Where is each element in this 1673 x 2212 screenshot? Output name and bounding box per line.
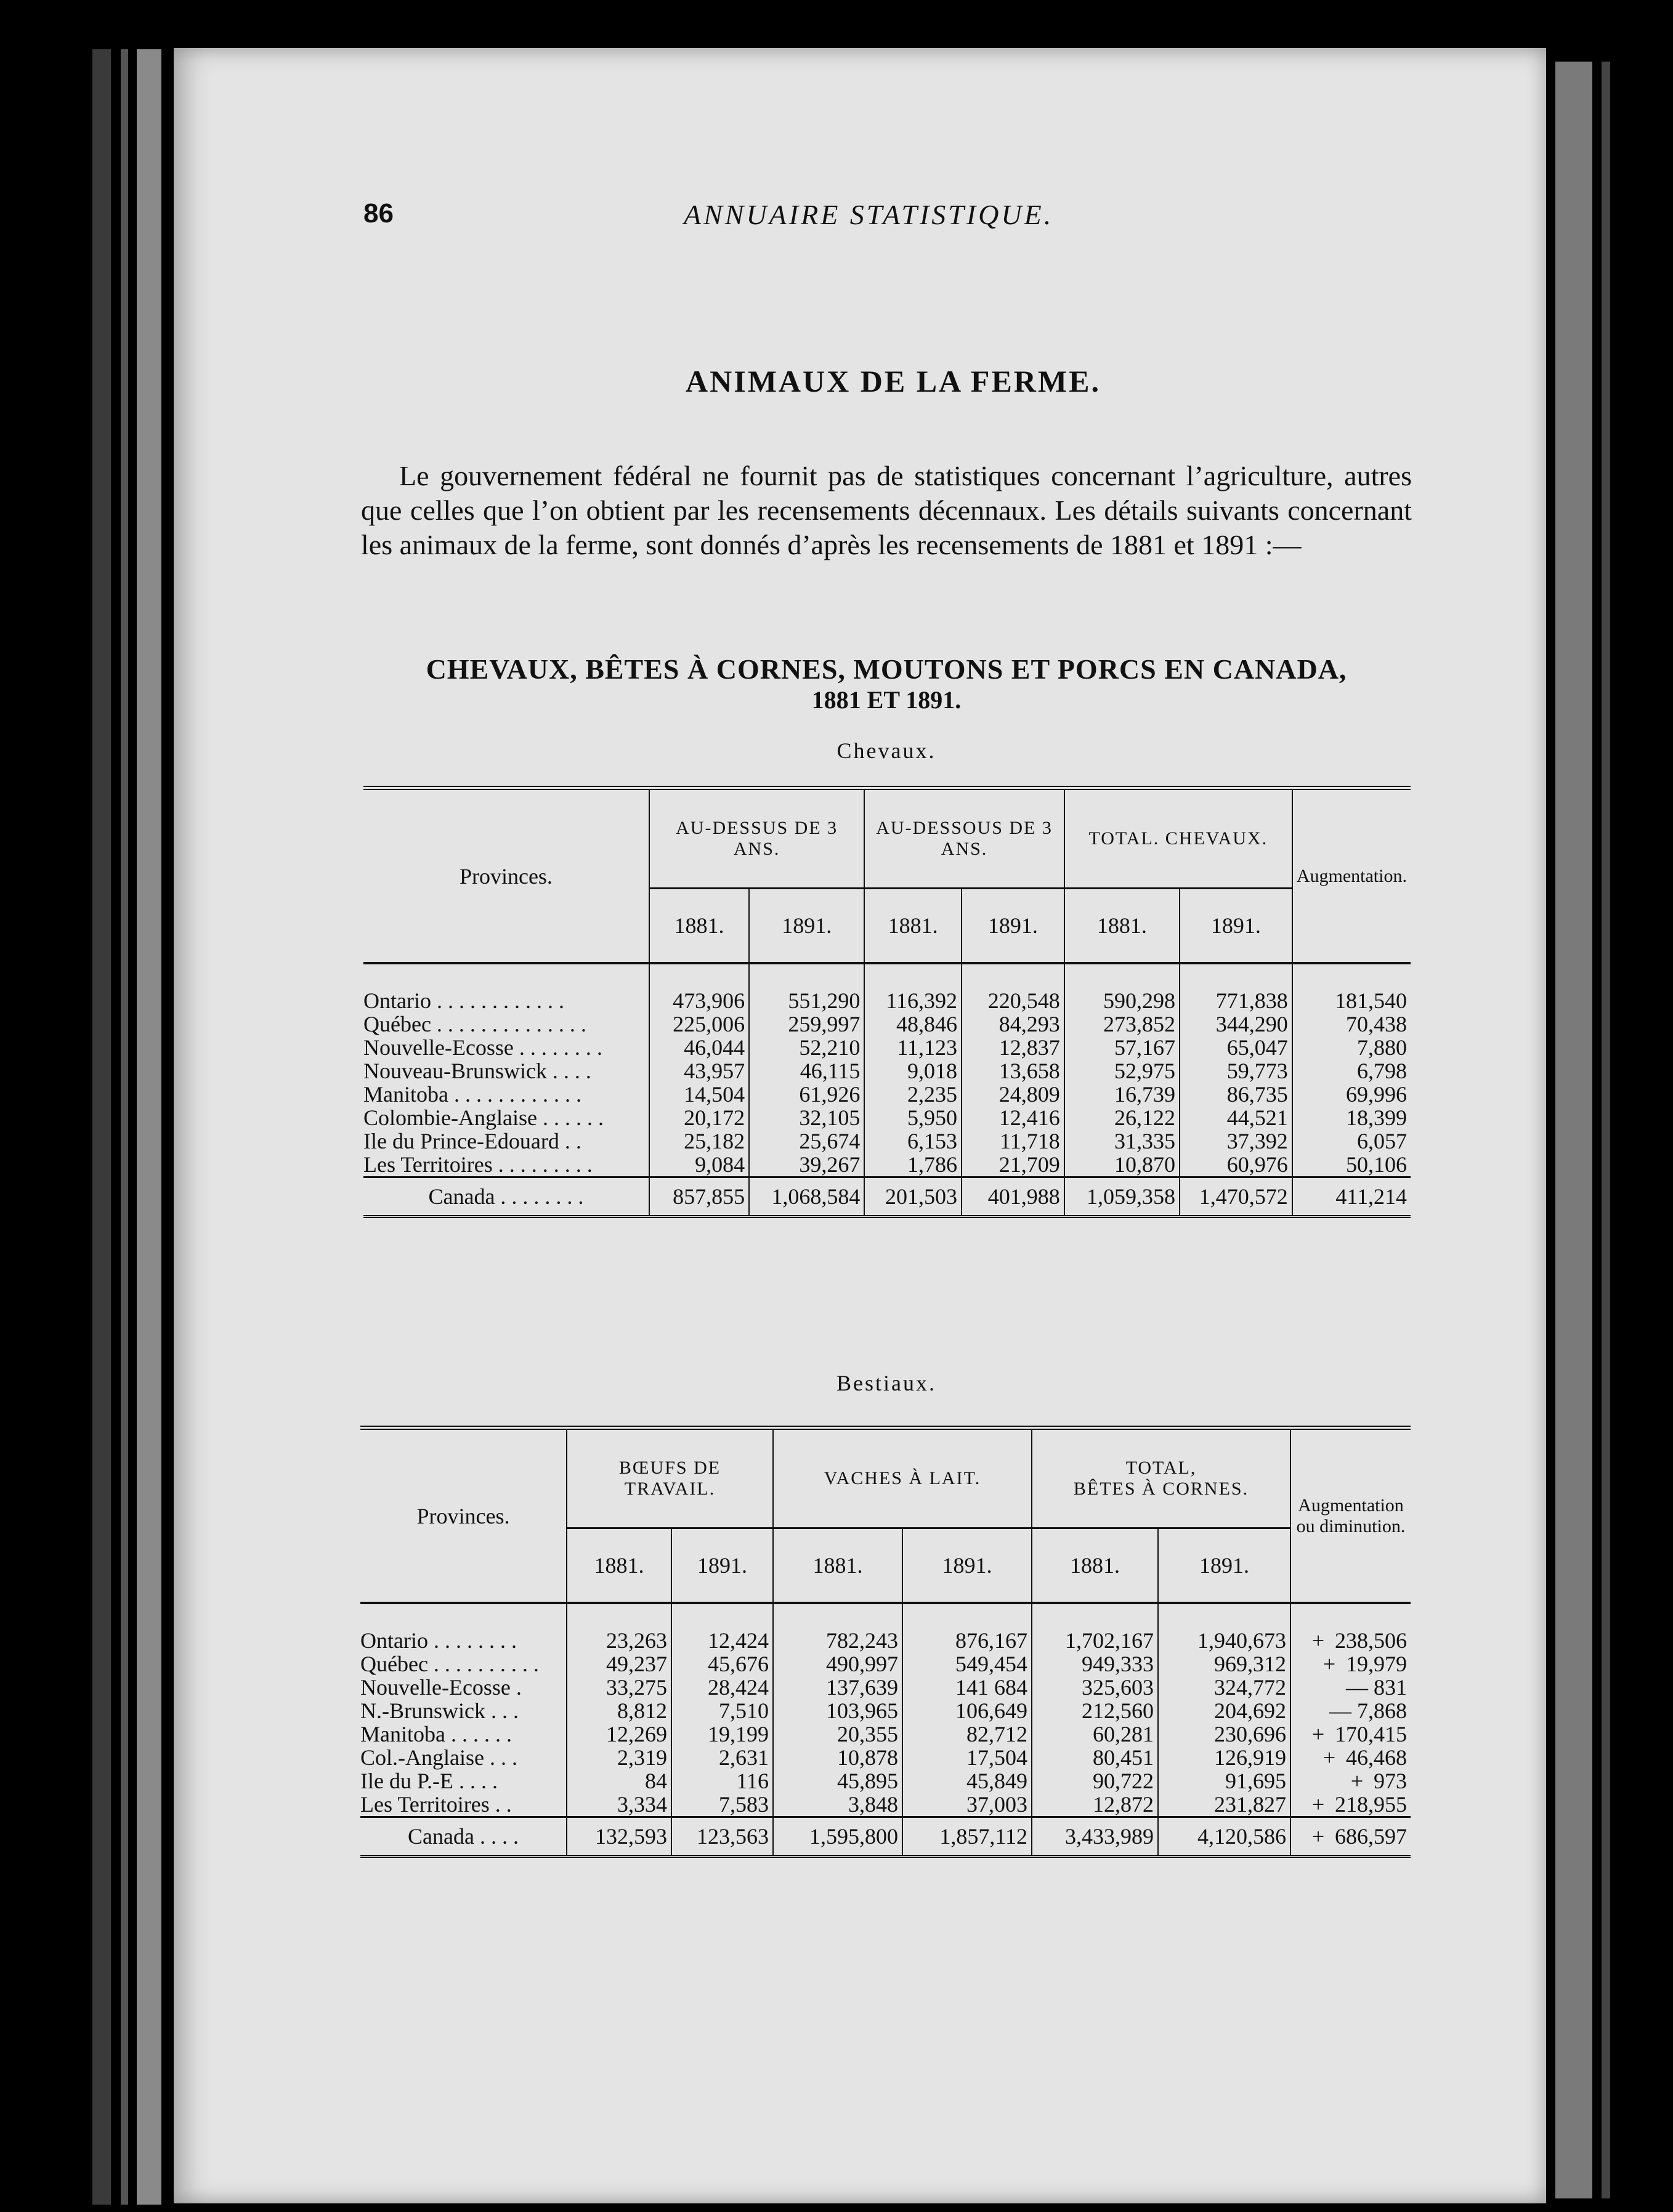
table-cell: 411,214 [1292,1177,1411,1217]
table-cell: 771,838 [1180,989,1292,1012]
table-cell: 181,540 [1292,989,1411,1012]
table-cell: 220,548 [962,989,1064,1012]
table-cell: 137,639 [773,1676,902,1699]
table-cell: 46,115 [749,1059,864,1083]
year-header: 1881. [649,889,749,964]
table-cell: 50,106 [1292,1153,1411,1177]
table-row [363,1153,1411,1177]
table-total-row [363,1177,1411,1217]
table-cell: 80,451 [1032,1746,1158,1769]
col-provinces: Provinces. [360,1428,567,1604]
change-value: 218,955 [1335,1792,1407,1817]
table-cell: 14,504 [649,1083,749,1106]
province-name: Manitoba . . . . . . [360,1722,512,1746]
table-cell: 31,335 [1064,1129,1180,1153]
table-cell: 212,560 [1032,1699,1158,1722]
table-cell: 12,416 [962,1106,1064,1129]
table-cell: 473,906 [649,989,749,1012]
table-cell: 204,692 [1158,1699,1290,1722]
table-cell: 1,595,800 [773,1817,902,1857]
col-total-horses: TOTAL. CHEVAUX. [1064,788,1292,889]
sign: + [1350,1769,1364,1793]
table-cell: 490,997 [773,1652,902,1676]
year-header: 1891. [749,889,864,964]
table-cell: 11,123 [864,1036,962,1059]
table-cell: 37,003 [902,1793,1032,1817]
chevaux-table [363,786,1411,1218]
table-cell: 12,424 [671,1629,773,1652]
province-name: Colombie-Anglaise . . . . . . [363,1105,604,1130]
bestiaux-heading: Bestiaux. [836,1371,936,1395]
table-cell: 23,263 [567,1629,671,1652]
table-cell: 1,786 [864,1153,962,1177]
sign: + [1311,1722,1325,1746]
table-cell: 45,676 [671,1652,773,1676]
table-cell: 123,563 [671,1817,773,1857]
table-cell: 82,712 [902,1722,1032,1746]
table-cell: 1,702,167 [1032,1629,1158,1652]
table-cell: 7,510 [671,1699,773,1722]
province-name: Nouveau-Brunswick . . . . [363,1059,591,1083]
table-row [363,1036,1411,1059]
table-cell: 25,674 [749,1129,864,1153]
table-cell: 25,182 [649,1129,749,1153]
table-cell: 90,722 [1032,1769,1158,1793]
table-cell: 116,392 [864,989,962,1012]
table-cell: 1,857,112 [902,1817,1032,1857]
intro-paragraph: Le gouvernement fédéral ne fournit pas de statistiques concernant l’agriculture, autres que celles que l’on obtient par les recensements décennaux. Les détails suivants concernant les animaux de la ferme, sont donnés d’après les recensements de 1881 et 1891 :— [361,460,1412,560]
province-name: Nouvelle-Ecosse . . . . . . . . [363,1035,602,1060]
year-header: 1891. [671,1528,773,1604]
table-cell: 49,237 [567,1652,671,1676]
change-value: 686,597 [1335,1824,1407,1849]
table-cell: 43,957 [649,1059,749,1083]
table-cell: 24,809 [962,1083,1064,1106]
table-cell: 259,997 [749,1012,864,1036]
province-name: Québec . . . . . . . . . . [360,1652,539,1676]
table-cell: 84 [567,1769,671,1793]
table-cell: 60,976 [1180,1153,1292,1177]
table-cell: 12,269 [567,1722,671,1746]
table-row [363,1059,1411,1083]
table-cell: 7,583 [671,1793,773,1817]
table-total-row [360,1817,1411,1857]
table-cell: 39,267 [749,1153,864,1177]
table-cell: 18,399 [1292,1106,1411,1129]
province-name: Québec . . . . . . . . . . . . . . [363,1012,586,1036]
table-row [360,1629,1411,1652]
table-cell: 19,199 [671,1722,773,1746]
table-cell: 401,988 [962,1177,1064,1217]
chevaux-heading: Chevaux. [836,738,936,763]
col-over-3-years: AU-DESSUS DE 3 ANS. [649,788,864,889]
table-cell: 6,798 [1292,1059,1411,1083]
table-cell: 231,827 [1158,1793,1290,1817]
province-name: Les Territoires . . . . . . . . . [363,1152,593,1177]
table-cell: 20,355 [773,1722,902,1746]
change-value: 7,868 [1357,1698,1407,1723]
sign: + [1311,1628,1325,1653]
table-title: CHEVAUX, BÊTES À CORNES, MOUTONS ET PORCS EN CANADA, [426,653,1347,685]
table-cell: 857,855 [649,1177,749,1217]
col-under-3-years: AU-DESSOUS DE 3 ANS. [864,788,1064,889]
table-cell: 9,018 [864,1059,962,1083]
table-cell: 141 684 [902,1676,1032,1699]
table-cell: 70,438 [1292,1012,1411,1036]
province-name: Col.-Anglaise . . . [360,1745,517,1770]
table-cell: 132,593 [567,1817,671,1857]
table-row [360,1676,1411,1699]
table-cell: 57,167 [1064,1036,1180,1059]
table-cell: 84,293 [962,1012,1064,1036]
table-cell: 28,424 [671,1676,773,1699]
col-augmentation: Augmentation. [1292,788,1411,964]
col-total-line2: BÊTES À CORNES. [1073,1479,1249,1499]
change-value: 831 [1374,1675,1407,1700]
table-row [363,1106,1411,1129]
table-cell: 13,658 [962,1059,1064,1083]
table-cell: 876,167 [902,1629,1032,1652]
running-head: ANNUAIRE STATISTIQUE. [684,199,1054,230]
table-row [360,1699,1411,1722]
table-cell: 8,812 [567,1699,671,1722]
bestiaux-table [360,1426,1411,1858]
province-name: Canada . . . . . . . . [363,1177,649,1217]
table-cell: 225,006 [649,1012,749,1036]
year-header: 1881. [1064,889,1180,964]
year-header: 1891. [1158,1528,1290,1604]
table-cell: 6,057 [1292,1129,1411,1153]
change-value: 170,415 [1335,1722,1407,1746]
table-row [360,1652,1411,1676]
table-cell: 69,996 [1292,1083,1411,1106]
sign: — [1329,1698,1351,1723]
year-header: 1881. [864,889,962,964]
table-cell: 52,975 [1064,1059,1180,1083]
year-header: 1881. [773,1528,902,1604]
table-row [363,1129,1411,1153]
table-cell: 10,870 [1064,1153,1180,1177]
table-cell: 1,940,673 [1158,1629,1290,1652]
table-cell: 48,846 [864,1012,962,1036]
table-cell: 20,172 [649,1106,749,1129]
col-augmentation-diminution: Augmentation ou diminution. [1290,1428,1411,1604]
table-cell: 45,849 [902,1769,1032,1793]
year-header: 1881. [567,1528,671,1604]
year-header: 1891. [902,1528,1032,1604]
table-cell: 2,631 [671,1746,773,1769]
year-header: 1881. [1032,1528,1158,1604]
table-row [363,989,1411,1012]
table-cell: 949,333 [1032,1652,1158,1676]
table-cell: 11,718 [962,1129,1064,1153]
table-cell: 969,312 [1158,1652,1290,1676]
table-cell: 324,772 [1158,1676,1290,1699]
table-cell: 45,895 [773,1769,902,1793]
sign: + [1323,1652,1336,1676]
sign: — [1346,1675,1368,1700]
table-cell: 60,281 [1032,1722,1158,1746]
province-name: Ontario . . . . . . . . . . . . [363,988,564,1013]
table-cell: 3,334 [567,1793,671,1817]
col-provinces: Provinces. [363,788,649,964]
table-cell: 549,454 [902,1652,1032,1676]
table-cell: 116 [671,1769,773,1793]
table-cell: 21,709 [962,1153,1064,1177]
table-cell: 325,603 [1032,1676,1158,1699]
table-cell: 2,319 [567,1746,671,1769]
change-value: 973 [1374,1769,1407,1793]
table-cell: 86,735 [1180,1083,1292,1106]
table-cell: 3,848 [773,1793,902,1817]
table-cell: 5,950 [864,1106,962,1129]
table-row [360,1746,1411,1769]
table-row [363,1083,1411,1106]
table-cell: 44,521 [1180,1106,1292,1129]
table-cell: 6,153 [864,1129,962,1153]
table-cell: 551,290 [749,989,864,1012]
table-cell: 26,122 [1064,1106,1180,1129]
table-cell: 37,392 [1180,1129,1292,1153]
table-cell: 91,695 [1158,1769,1290,1793]
table-cell: 17,504 [902,1746,1032,1769]
change-value: 46,468 [1346,1745,1407,1770]
table-cell: 12,872 [1032,1793,1158,1817]
table-cell: 1,068,584 [749,1177,864,1217]
table-subtitle: 1881 ET 1891. [811,686,962,714]
province-name: Nouvelle-Ecosse . [360,1675,522,1700]
table-cell: 33,275 [567,1676,671,1699]
sign: + [1311,1824,1325,1849]
table-cell: 1,470,572 [1180,1177,1292,1217]
province-name: Ile du Prince-Edouard . . [363,1129,581,1153]
table-cell: 10,878 [773,1746,902,1769]
table-cell: 590,298 [1064,989,1180,1012]
table-cell: 201,503 [864,1177,962,1217]
table-cell: 9,084 [649,1153,749,1177]
table-cell: 3,433,989 [1032,1817,1158,1857]
table-cell: 1,059,358 [1064,1177,1180,1217]
table-cell: 344,290 [1180,1012,1292,1036]
table-cell: 52,210 [749,1036,864,1059]
table-cell: 59,773 [1180,1059,1292,1083]
table-cell: 782,243 [773,1629,902,1652]
page-number: 86 [363,198,394,228]
province-name: Ontario . . . . . . . . [360,1628,517,1653]
col-boeufs-de-travail: BŒUFS DE TRAVAIL. [567,1428,773,1528]
table-cell: 103,965 [773,1699,902,1722]
table-cell: 61,926 [749,1083,864,1106]
table-cell: 2,235 [864,1083,962,1106]
col-vaches-a-lait: VACHES À LAIT. [773,1428,1032,1528]
province-name: Manitoba . . . . . . . . . . . . [363,1082,581,1107]
change-value: 19,979 [1346,1652,1407,1676]
table-cell: 4,120,586 [1158,1817,1290,1857]
province-name: N.-Brunswick . . . [360,1698,519,1723]
table-row [360,1793,1411,1817]
table-row [360,1769,1411,1793]
col-total-line1: TOTAL, [1125,1458,1197,1478]
table-cell: 12,837 [962,1036,1064,1059]
sign: + [1311,1792,1325,1817]
section-title: ANIMAUX DE LA FERME. [686,364,1101,398]
province-name: Ile du P.-E . . . . [360,1769,498,1793]
table-cell: 7,880 [1292,1036,1411,1059]
year-header: 1891. [1180,889,1292,964]
table-cell: 32,105 [749,1106,864,1129]
change-value: 238,506 [1335,1628,1407,1653]
col-total-betes-a-cornes [1032,1428,1290,1528]
year-header: 1891. [962,889,1064,964]
table-cell: 126,919 [1158,1746,1290,1769]
province-name: Canada . . . . [360,1817,567,1857]
table-row [363,1012,1411,1036]
table-cell: 106,649 [902,1699,1032,1722]
table-cell: 46,044 [649,1036,749,1059]
table-cell: 230,696 [1158,1722,1290,1746]
sign: + [1323,1745,1336,1770]
table-cell: 65,047 [1180,1036,1292,1059]
table-cell: 16,739 [1064,1083,1180,1106]
table-cell: 273,852 [1064,1012,1180,1036]
province-name: Les Territoires . . [360,1792,512,1817]
table-row [360,1722,1411,1746]
